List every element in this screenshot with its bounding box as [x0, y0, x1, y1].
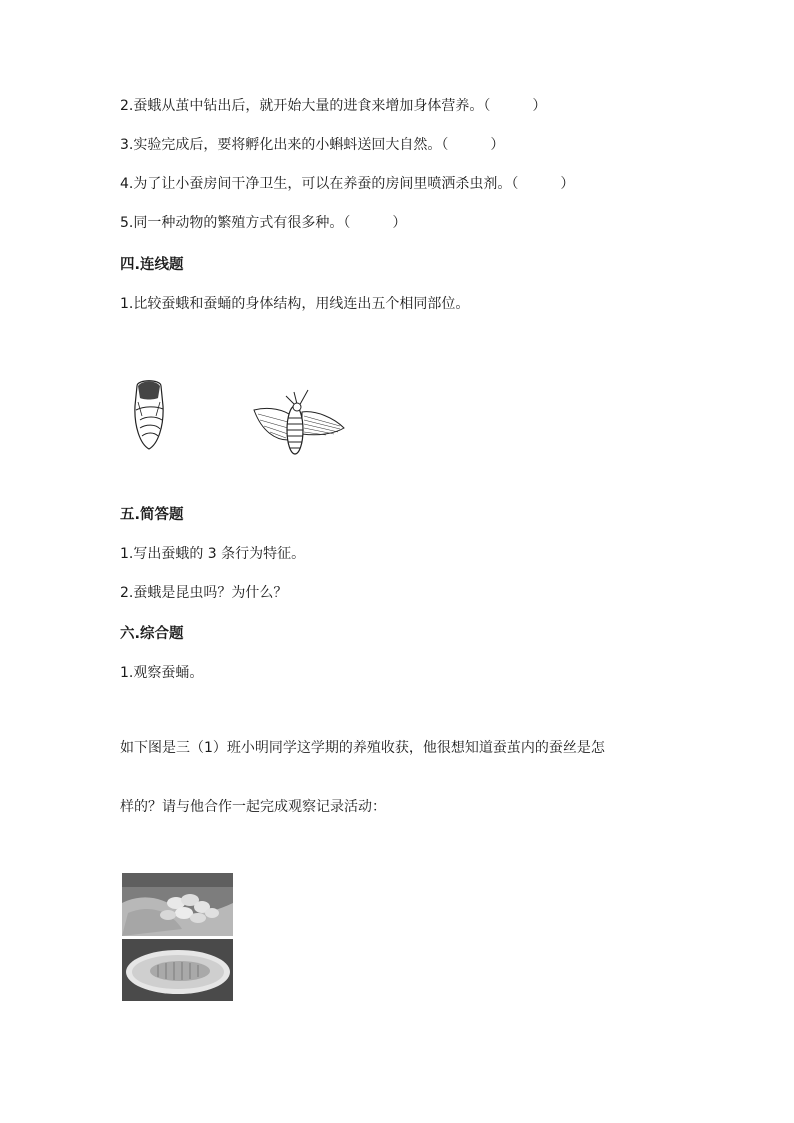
comprehensive-paragraph-line-1: 如下图是三（1）班小明同学这学期的养殖收获，他很想知道蚕茧内的蚕丝是怎 [120, 740, 605, 756]
tf-item-2: 2.蚕蛾从茧中钻出后，就开始大量的进食来增加身体营养。（ ） [120, 98, 547, 114]
pupa-in-cocoon-photo [122, 939, 233, 1001]
section-heading-matching: 四.连线题 [120, 257, 184, 273]
matching-question-1: 1.比较蚕蛾和蚕蛹的身体结构，用线连出五个相同部位。 [120, 296, 470, 312]
silkworm-pupa-drawing [128, 376, 170, 452]
section-heading-comprehensive: 六.综合题 [120, 626, 184, 642]
short-answer-question-2: 2.蚕蛾是昆虫吗？为什么？ [120, 585, 288, 601]
tf-item-4: 4.为了让小蚕房间干净卫生，可以在养蚕的房间里喷洒杀虫剂。（ ） [120, 176, 575, 192]
comprehensive-paragraph-line-2: 样的？请与他合作一起完成观察记录活动： [120, 799, 386, 815]
section-heading-short-answer: 五.简答题 [120, 507, 184, 523]
tf-item-3: 3.实验完成后，要将孵化出来的小蝌蚪送回大自然。（ ） [120, 137, 505, 153]
tf-item-5: 5.同一种动物的繁殖方式有很多种。（ ） [120, 215, 407, 231]
cocoons-in-hands-photo [122, 873, 233, 936]
silkworm-moth-drawing [250, 388, 346, 458]
short-answer-question-1: 1.写出蚕蛾的 3 条行为特征。 [120, 546, 306, 562]
comprehensive-question-1: 1.观察蚕蛹。 [120, 665, 204, 681]
